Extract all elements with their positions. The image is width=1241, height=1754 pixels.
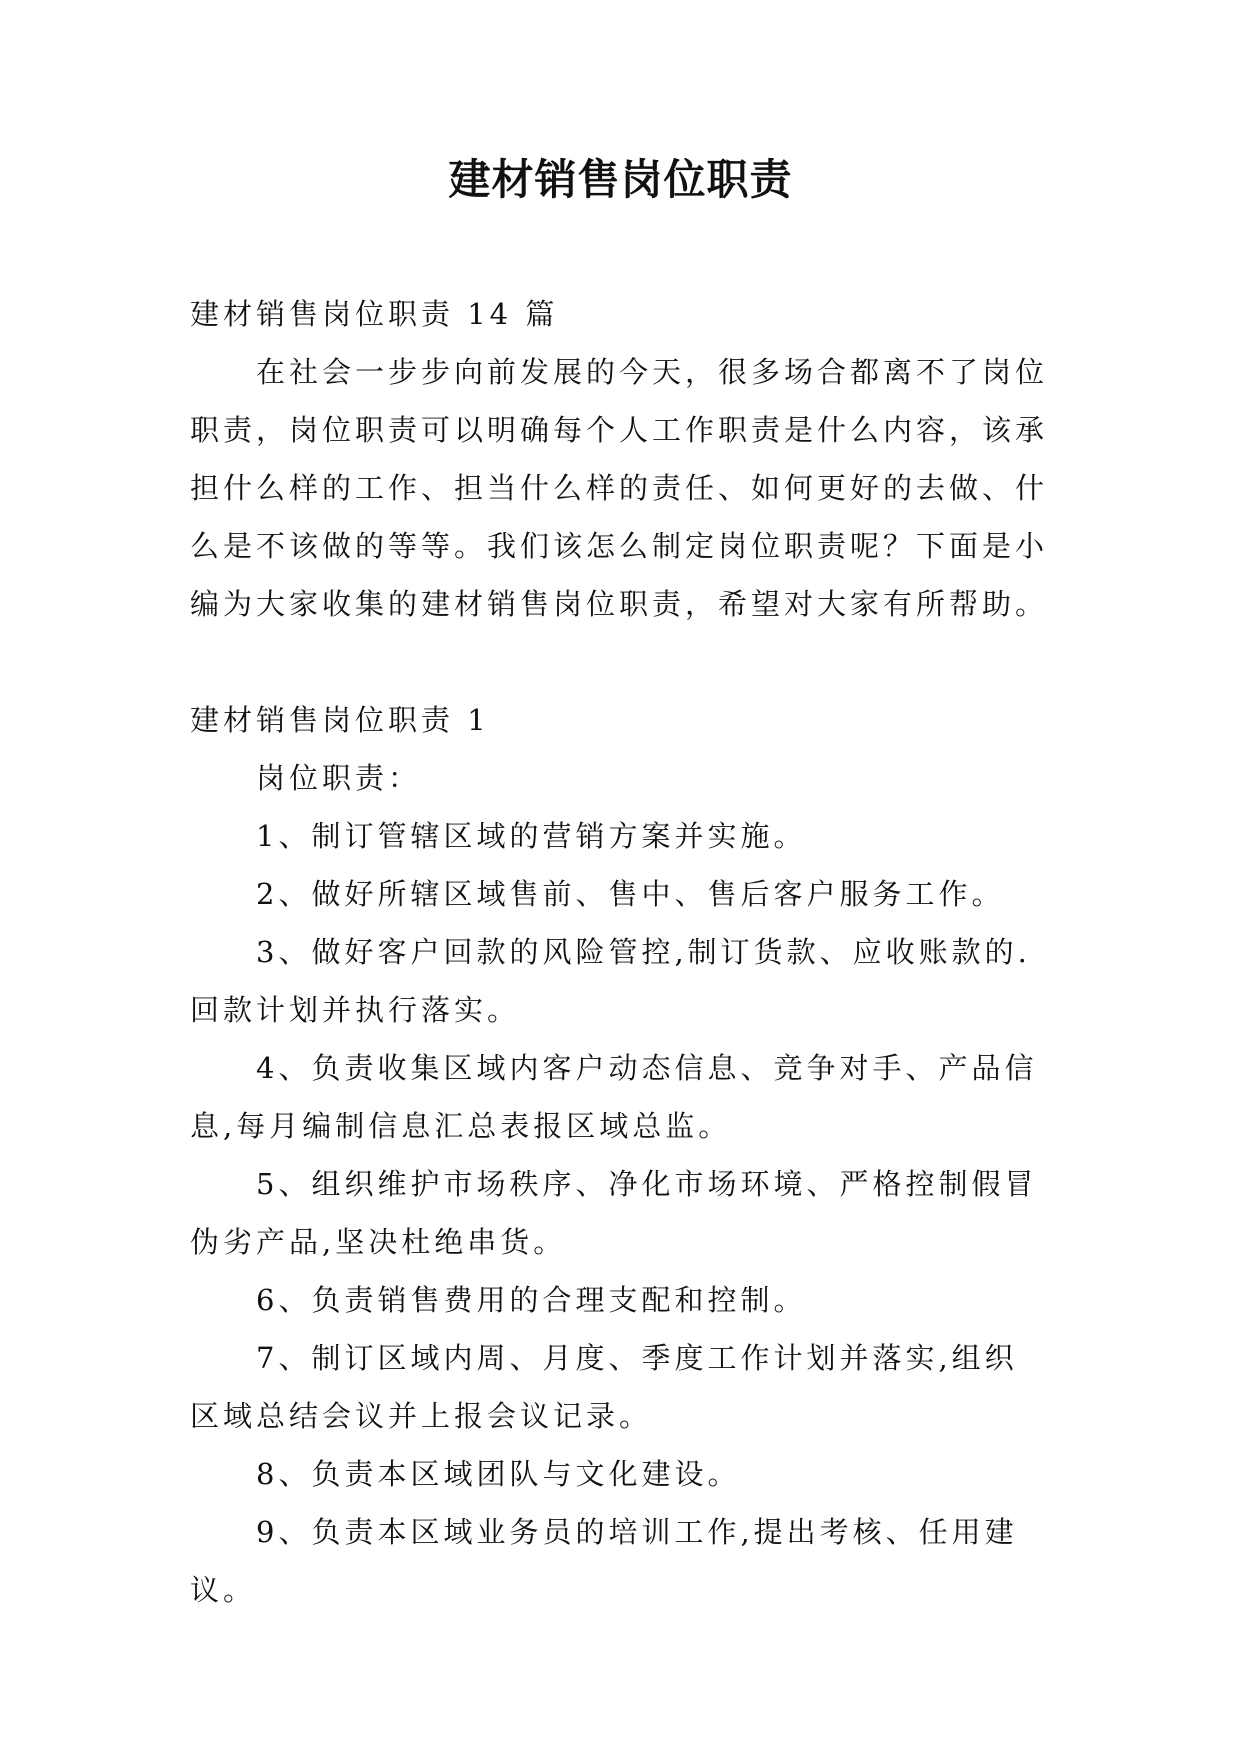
duty-item: 7、制订区域内周、月度、季度工作计划并落实,组织区域总结会议并上报会议记录。 [190,1341,1018,1433]
intro-paragraph: 在社会一步步向前发展的今天，很多场合都离不了岗位职责，岗位职责可以明确每个人工作职责是什么内容，该承担什么样的工作、担当什么样的责任、如何更好的去做、什么是不该做的等等。我们该怎么制定岗位职责呢？下面是小编为大家收集的建材销售岗位职责，希望对大家有所帮助。 [190,355,1049,621]
duty-item: 2、做好所辖区域售前、售中、售后客户服务工作。 [256,877,1005,911]
duty-item: 6、负责销售费用的合理支配和控制。 [256,1283,807,1317]
document-subtitle: 建材销售岗位职责 14 篇 [190,297,559,331]
document-title: 建材销售岗位职责 [448,155,793,204]
section-label: 岗位职责： [256,761,422,795]
duty-item: 4、负责收集区域内客户动态信息、竞争对手、产品信息,每月编制信息汇总表报区域总监。 [190,1051,1038,1143]
duty-item: 9、负责本区域业务员的培训工作,提出考核、任用建议。 [190,1515,1018,1607]
duty-item: 3、做好客户回款的风险管控,制订货款、应收账款的.回款计划并执行落实。 [190,935,1031,1027]
section-spacer [190,633,1050,691]
document-body [190,285,1050,1619]
duty-item: 5、组织维护市场秩序、净化市场环境、严格控制假冒伪劣产品,坚决杜绝串货。 [190,1167,1038,1259]
duty-item: 8、负责本区域团队与文化建设。 [256,1457,741,1491]
duty-item: 1、制订管辖区域的营销方案并实施。 [256,819,807,853]
section-heading: 建材销售岗位职责 1 [190,703,490,737]
